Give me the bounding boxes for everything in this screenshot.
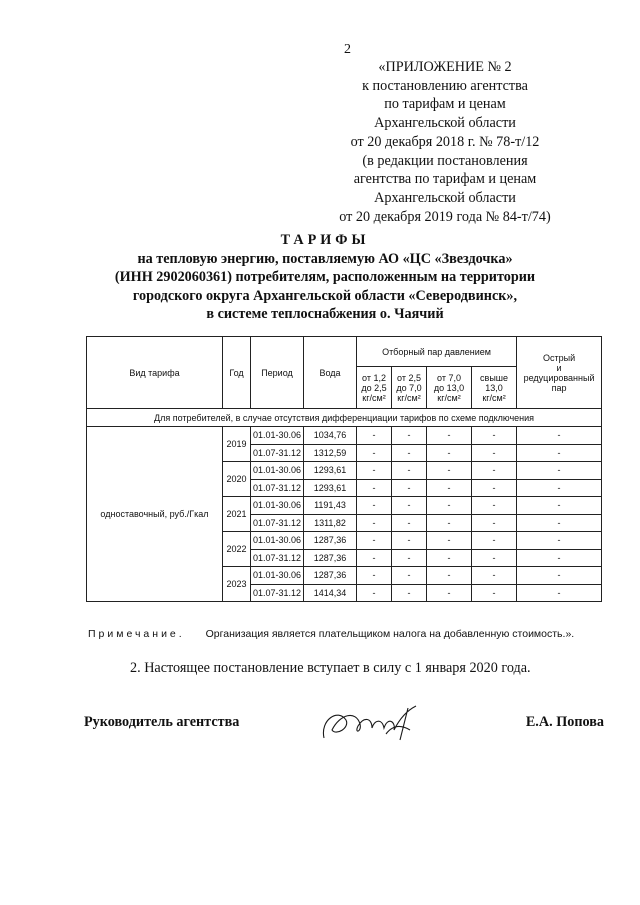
dash-cell: - bbox=[392, 497, 427, 515]
dash-cell: - bbox=[357, 532, 392, 550]
pressure-line: кг/см² bbox=[482, 392, 506, 403]
header-water: Вода bbox=[304, 337, 357, 409]
note-text: Организация является плательщиком налога на добавленную стоимость.». bbox=[205, 628, 575, 640]
signatory-name: Е.А. Попова bbox=[525, 714, 604, 730]
period-cell: 01.07-31.12 bbox=[251, 549, 304, 567]
dash-cell: - bbox=[427, 532, 472, 550]
appendix-line: агентства по тарифам и ценам bbox=[353, 171, 537, 188]
appendix-block bbox=[330, 58, 560, 226]
header-pressure-1 bbox=[357, 367, 392, 409]
header-tariff-type: Вид тарифа bbox=[87, 337, 223, 409]
title-line: в системе теплоснабжения о. Чаячий bbox=[206, 306, 444, 323]
dash-cell: - bbox=[357, 514, 392, 532]
header-pressure-2 bbox=[392, 367, 427, 409]
dash-cell: - bbox=[392, 584, 427, 602]
dash-cell: - bbox=[357, 444, 392, 462]
dash-cell: - bbox=[472, 497, 517, 515]
dash-cell: - bbox=[472, 549, 517, 567]
dash-cell: - bbox=[472, 584, 517, 602]
header-sharp-line: Острый bbox=[542, 352, 576, 363]
period-cell: 01.01-30.06 bbox=[251, 462, 304, 480]
period-cell: 01.01-30.06 bbox=[251, 427, 304, 445]
dash-cell: - bbox=[357, 427, 392, 445]
header-pressure-3 bbox=[427, 367, 472, 409]
header-pressure-4 bbox=[472, 367, 517, 409]
pressure-line: свыше bbox=[480, 372, 509, 383]
dash-cell: - bbox=[392, 479, 427, 497]
dash-cell: - bbox=[472, 532, 517, 550]
dash-cell: - bbox=[357, 584, 392, 602]
dash-cell: - bbox=[427, 584, 472, 602]
dash-cell: - bbox=[392, 567, 427, 585]
dash-cell: - bbox=[392, 532, 427, 550]
appendix-line: Архангельской области bbox=[374, 115, 516, 132]
dash-cell: - bbox=[392, 549, 427, 567]
dash-cell: - bbox=[357, 549, 392, 567]
dash-cell: - bbox=[427, 497, 472, 515]
water-cell: 1293,61 bbox=[304, 479, 357, 497]
header-sharp-line: и bbox=[556, 362, 562, 373]
year-cell: 2021 bbox=[223, 497, 251, 532]
note-label: Примечание. bbox=[88, 628, 185, 640]
handwritten-signature bbox=[316, 700, 426, 750]
signatory-position: Руководитель агентства bbox=[84, 714, 240, 730]
document-title bbox=[60, 231, 590, 324]
pressure-line: кг/см² bbox=[397, 392, 421, 403]
year-cell: 2022 bbox=[223, 532, 251, 567]
period-cell: 01.07-31.12 bbox=[251, 444, 304, 462]
dash-cell: - bbox=[472, 427, 517, 445]
appendix-line: по тарифам и ценам bbox=[384, 96, 506, 113]
tariff-table bbox=[86, 336, 602, 602]
tariff-name-cell: одноставочный, руб./Гкал bbox=[87, 427, 223, 602]
dash-cell: - bbox=[357, 462, 392, 480]
dash-cell: - bbox=[472, 479, 517, 497]
header-sharp-line: редуцированный bbox=[523, 372, 595, 383]
water-cell: 1191,43 bbox=[304, 497, 357, 515]
dash-cell: - bbox=[472, 462, 517, 480]
water-cell: 1311,82 bbox=[304, 514, 357, 532]
page-number: 2 bbox=[344, 42, 351, 57]
title-main: ТАРИФЫ bbox=[280, 232, 370, 248]
dash-cell: - bbox=[427, 479, 472, 497]
pressure-line: от 2,5 bbox=[397, 372, 421, 383]
year-cell: 2019 bbox=[223, 427, 251, 462]
appendix-line: (в редакции постановления bbox=[362, 152, 528, 169]
header-sharp-line: пар bbox=[551, 382, 567, 393]
dash-cell: - bbox=[427, 462, 472, 480]
signature-row bbox=[84, 714, 604, 754]
dash-cell: - bbox=[517, 427, 602, 445]
dash-cell: - bbox=[517, 444, 602, 462]
dash-cell: - bbox=[357, 479, 392, 497]
title-line: городского округа Архангельской области «Северодвинск», bbox=[132, 287, 518, 304]
appendix-line: «ПРИЛОЖЕНИЕ № 2 bbox=[378, 59, 512, 75]
period-cell: 01.07-31.12 bbox=[251, 514, 304, 532]
dash-cell: - bbox=[472, 444, 517, 462]
note bbox=[88, 628, 574, 640]
dash-cell: - bbox=[517, 532, 602, 550]
dash-cell: - bbox=[427, 514, 472, 532]
dash-cell: - bbox=[427, 427, 472, 445]
dash-cell: - bbox=[427, 549, 472, 567]
water-cell: 1287,36 bbox=[304, 549, 357, 567]
appendix-line: от 20 декабря 2018 г. № 78-т/12 bbox=[350, 133, 540, 150]
dash-cell: - bbox=[427, 567, 472, 585]
dash-cell: - bbox=[472, 567, 517, 585]
dash-cell: - bbox=[517, 514, 602, 532]
title-line: (ИНН 2902060361) потребителям, расположенным на территории bbox=[114, 269, 536, 286]
appendix-line: от 20 декабря 2019 года № 84-т/74) bbox=[339, 208, 551, 225]
pressure-line: 13,0 bbox=[485, 382, 503, 393]
table-row bbox=[87, 427, 602, 445]
section-row: Для потребителей, в случае отсутствия дифференциации тарифов по схеме подключения bbox=[87, 409, 602, 427]
header-period: Период bbox=[251, 337, 304, 409]
effective-clause: 2. Настоящее постановление вступает в силу с 1 января 2020 года. bbox=[130, 660, 531, 676]
water-cell: 1312,59 bbox=[304, 444, 357, 462]
dash-cell: - bbox=[517, 462, 602, 480]
pressure-line: кг/см² bbox=[362, 392, 386, 403]
dash-cell: - bbox=[392, 514, 427, 532]
dash-cell: - bbox=[517, 567, 602, 585]
dash-cell: - bbox=[392, 444, 427, 462]
appendix-line: Архангельской области bbox=[374, 189, 516, 206]
dash-cell: - bbox=[357, 567, 392, 585]
year-cell: 2023 bbox=[223, 567, 251, 602]
dash-cell: - bbox=[517, 479, 602, 497]
pressure-line: кг/см² bbox=[437, 392, 461, 403]
header-steam-group: Отборный пар давлением bbox=[357, 337, 517, 367]
pressure-line: до 2,5 bbox=[361, 382, 387, 393]
pressure-line: до 13,0 bbox=[433, 382, 465, 393]
dash-cell: - bbox=[517, 497, 602, 515]
header-year: Год bbox=[223, 337, 251, 409]
pressure-line: от 1,2 bbox=[362, 372, 386, 383]
dash-cell: - bbox=[517, 584, 602, 602]
water-cell: 1034,76 bbox=[304, 427, 357, 445]
dash-cell: - bbox=[517, 549, 602, 567]
period-cell: 01.07-31.12 bbox=[251, 479, 304, 497]
period-cell: 01.07-31.12 bbox=[251, 584, 304, 602]
dash-cell: - bbox=[472, 514, 517, 532]
water-cell: 1293,61 bbox=[304, 462, 357, 480]
dash-cell: - bbox=[392, 462, 427, 480]
period-cell: 01.01-30.06 bbox=[251, 567, 304, 585]
pressure-line: до 7,0 bbox=[396, 382, 422, 393]
title-line: на тепловую энергию, поставляемую АО «ЦС «Звездочка» bbox=[137, 250, 513, 267]
period-cell: 01.01-30.06 bbox=[251, 532, 304, 550]
period-cell: 01.01-30.06 bbox=[251, 497, 304, 515]
header-sharp-steam bbox=[517, 337, 602, 409]
water-cell: 1287,36 bbox=[304, 567, 357, 585]
appendix-line: к постановлению агентства bbox=[362, 77, 528, 94]
water-cell: 1414,34 bbox=[304, 584, 357, 602]
pressure-line: от 7,0 bbox=[437, 372, 461, 383]
water-cell: 1287,36 bbox=[304, 532, 357, 550]
dash-cell: - bbox=[392, 427, 427, 445]
dash-cell: - bbox=[427, 444, 472, 462]
dash-cell: - bbox=[357, 497, 392, 515]
year-cell: 2020 bbox=[223, 462, 251, 497]
